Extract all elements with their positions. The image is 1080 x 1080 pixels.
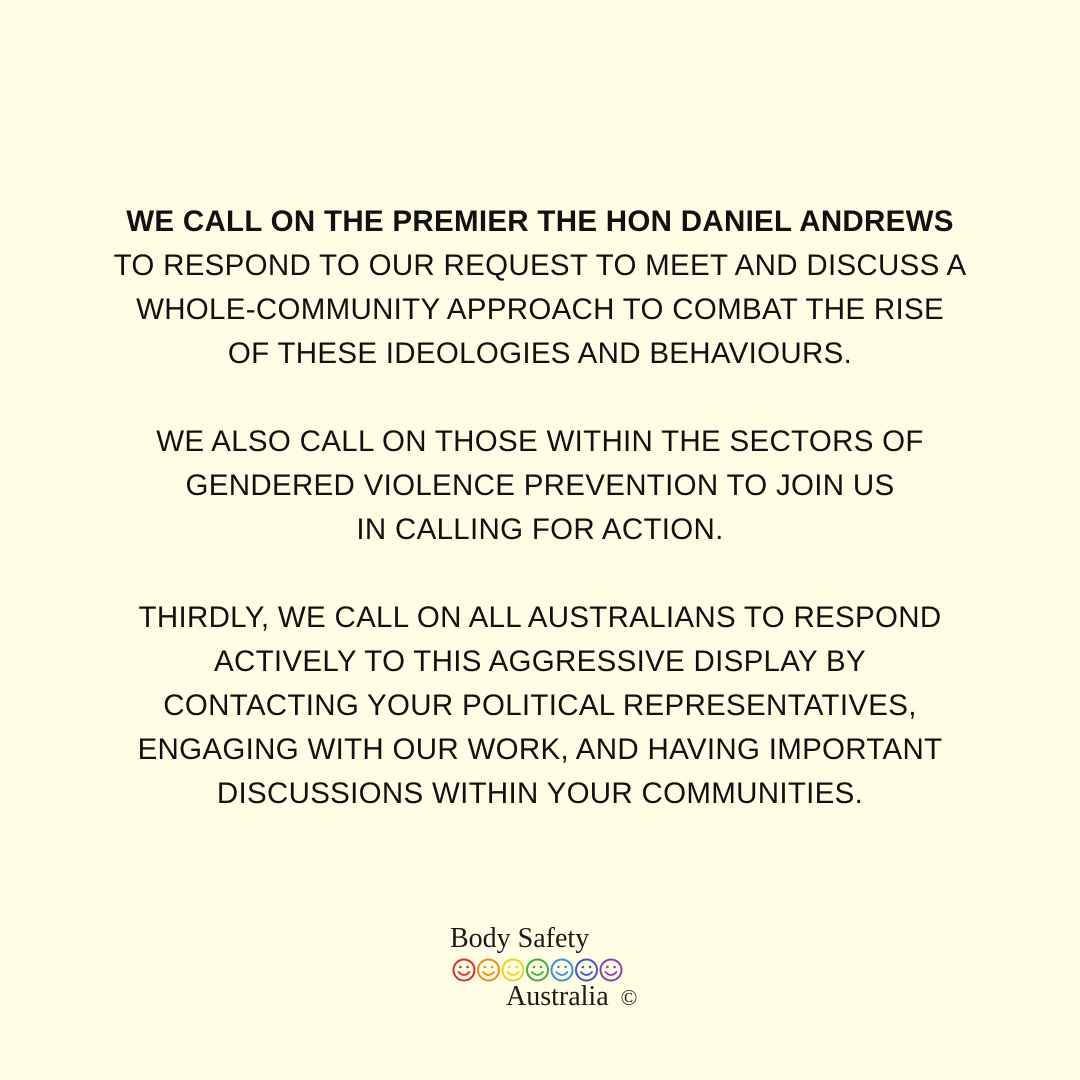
paragraph-line: WHOLE-COMMUNITY APPROACH TO COMBAT THE RISE: [136, 293, 944, 326]
paragraph-line: ENGAGING WITH OUR WORK, AND HAVING IMPORTANT: [137, 733, 943, 766]
paragraph-line: WE ALSO CALL ON THOSE WITHIN THE SECTORS OF: [156, 425, 924, 458]
paragraph-line: ACTIVELY TO THIS AGGRESSIVE DISPLAY BY: [214, 645, 866, 678]
smiley-face-icon: [454, 960, 475, 981]
logo-name-line2: Australia: [506, 981, 609, 1012]
smiley-face-icon: [601, 960, 622, 981]
smiley-face-icon: [503, 960, 524, 981]
paragraph-line: OF THESE IDEOLOGIES AND BEHAVIOURS.: [227, 337, 853, 370]
paragraph-sectors: [40, 420, 1040, 552]
paragraph-australians: [40, 596, 1040, 816]
paragraph-line: IN CALLING FOR ACTION.: [356, 513, 724, 546]
body-safety-australia-logo: [450, 922, 670, 1014]
paragraph-line: DISCUSSIONS WITHIN YOUR COMMUNITIES.: [216, 777, 864, 810]
paragraph-premier: [40, 200, 1040, 376]
logo-name-line1: Body Safety: [450, 923, 590, 954]
premier-heading: WE CALL ON THE PREMIER THE HON DANIEL ANDREWS: [126, 205, 954, 238]
message-body: [40, 200, 1040, 860]
smiley-face-icon: [478, 960, 499, 981]
paragraph-line: TO RESPOND TO OUR REQUEST TO MEET AND DISCUSS A: [113, 249, 967, 282]
paragraph-line: GENDERED VIOLENCE PREVENTION TO JOIN US: [185, 469, 895, 502]
smiley-face-icon: [527, 960, 548, 981]
smiley-face-icon: [576, 960, 597, 981]
copyright-mark: ©: [620, 985, 638, 1010]
paragraph-line: THIRDLY, WE CALL ON ALL AUSTRALIANS TO RESPOND: [138, 601, 942, 634]
logo-name-line2-wrap: [506, 980, 637, 1015]
paragraph-line: CONTACTING YOUR POLITICAL REPRESENTATIVES,: [163, 689, 917, 722]
smiley-face-icon: [552, 960, 573, 981]
